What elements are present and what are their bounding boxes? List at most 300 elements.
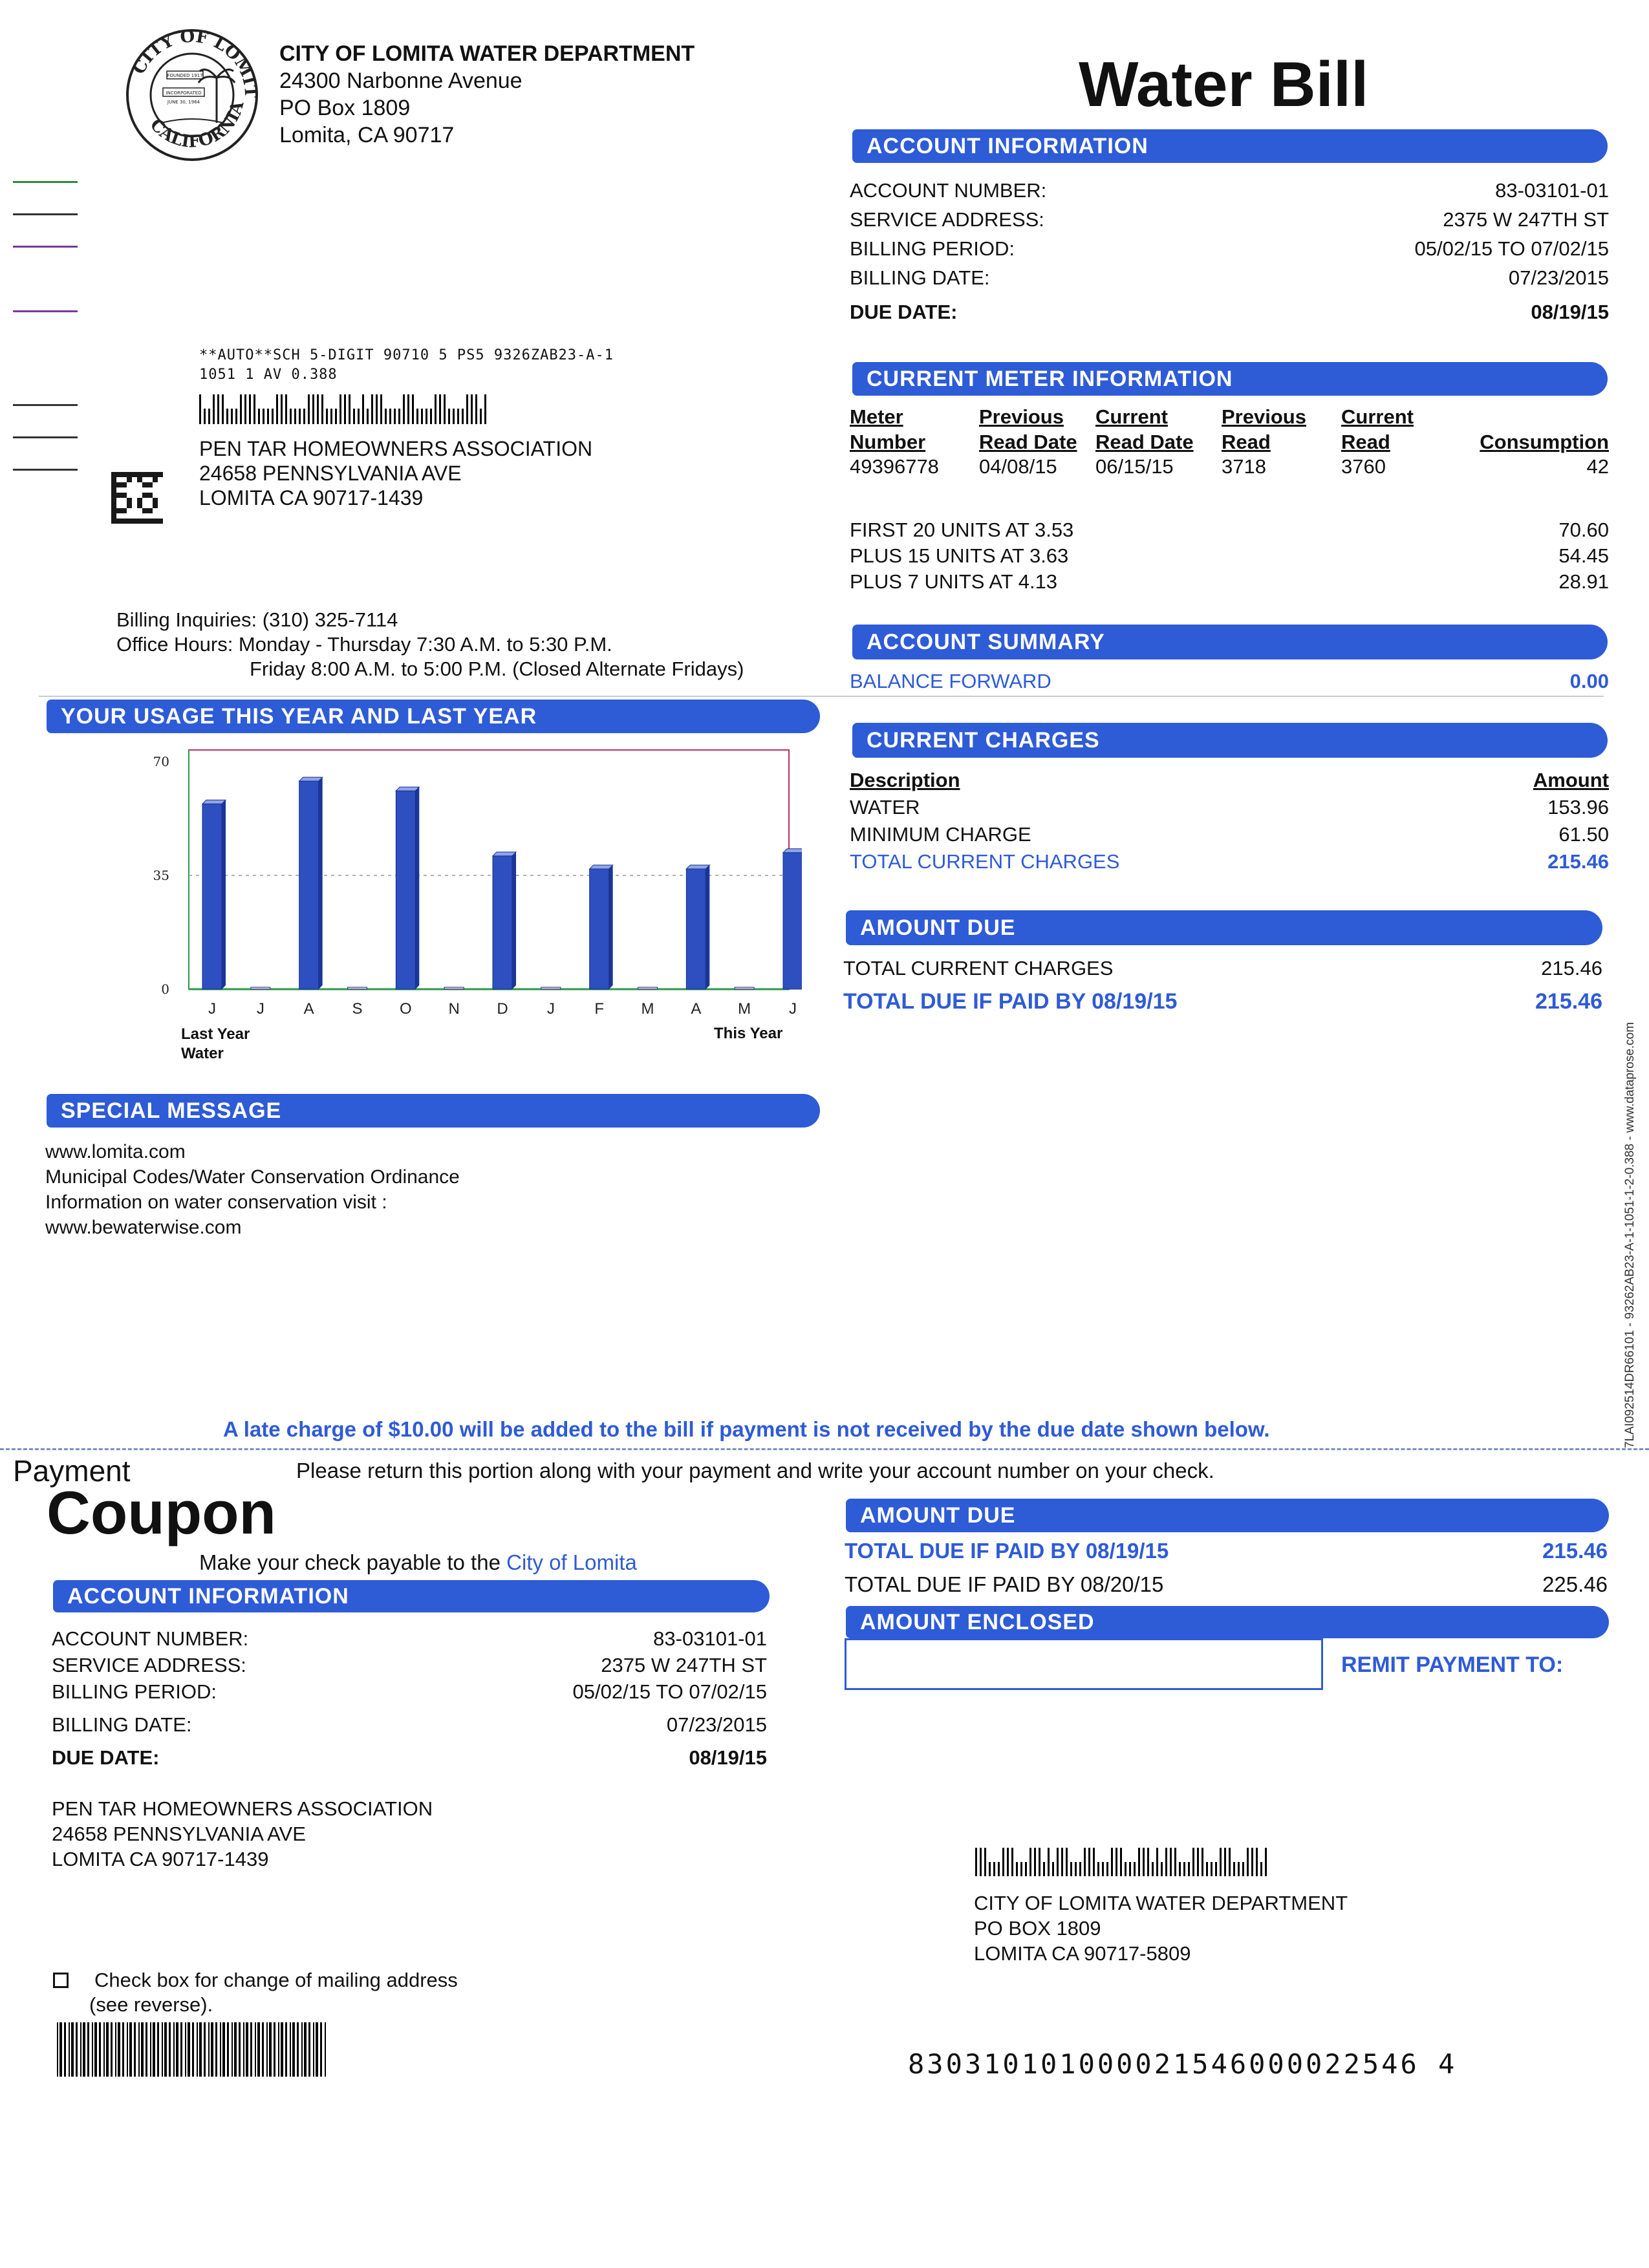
barcode-bar [330,409,332,424]
barcode-bar [308,2022,310,2077]
meter-col-prev-date: Previous Read Date [979,405,1077,453]
late-charge-notice: A late charge of $10.00 will be added to the bill if payment is not received by the due date shown below. [223,1417,1270,1441]
special-line: Information on water conservation visit : [45,1192,387,1213]
balance-forward-label: BALANCE FORWARD [850,670,1051,692]
barcode-bar [222,2022,225,2077]
barcode-bar [394,409,396,424]
barcode-bar [278,2022,279,2077]
coupon-due-date: 08/19/15 [689,1746,767,1769]
account-summary-heading: ACCOUNT SUMMARY [852,625,1608,659]
chart-x-tick-label: A [303,1000,314,1018]
barcode-bar [1229,1848,1231,1876]
chart-bar [444,987,464,989]
barcode-bar [222,394,224,424]
svg-text:JUNE 30, 1964: JUNE 30, 1964 [167,100,200,105]
tier-row: FIRST 20 UNITS AT 3.53 70.60 [850,519,1609,541]
this-year-label: This Year [714,1025,783,1042]
barcode-bar [281,394,283,424]
barcode-bar [220,2022,221,2077]
barcode-bar [106,2022,109,2077]
barcode-bar [80,2022,81,2077]
barcode-bar [244,394,246,424]
barcode-bar [1039,1848,1040,1876]
barcode-bar [1025,1862,1027,1876]
remit-label: REMIT PAYMENT TO: [1341,1653,1564,1677]
barcode-bar [466,394,468,424]
barcode-bar [227,2022,229,2077]
barcode-bar [272,409,274,424]
mail-sort-line-1: **AUTO**SCH 5-DIGIT 90710 5 PS5 9326ZAB23-A-1 [199,347,614,363]
barcode-bar [321,394,323,424]
margin-mark [13,213,78,215]
chart-bar [493,852,516,989]
barcode-bar [204,409,206,424]
barcode-bar [213,394,215,424]
barcode-bar [1048,1848,1050,1876]
chart-bar [686,865,709,989]
barcode-bar [64,2022,66,2077]
chart-x-tick-label: M [641,1000,654,1018]
barcode-bar [1211,1862,1212,1876]
dept-address-2: PO Box 1809 [279,96,411,120]
chart-bar [251,987,270,989]
side-print-code: 7LAI092514DR66101 - 93262AB23-A-1-1051-1-2-0.388 - www.dataprose.com [1623,1022,1637,1448]
svg-text:FOUNDED 1917: FOUNDED 1917 [167,73,203,78]
recipient-name: PEN TAR HOMEOWNERS ASSOCIATION [199,437,593,460]
barcode-bar [1057,1848,1059,1876]
barcode-bar [103,2022,105,2077]
meter-number: 49396778 [850,455,939,478]
barcode-bar [162,2022,163,2077]
tear-line [0,1448,1649,1450]
charges-col-desc: Description [850,769,960,791]
qr-code [111,472,163,524]
coupon-account-panel: ACCOUNT NUMBER: 83-03101-01 SERVICE ADDRESS: 2375 W 247TH ST BILLING PERIOD: 05/02/15 TO 07/02/15 BILLING DATE: 07/23/2015 DUE DATE: 08/19/15 [52,1625,767,1771]
tier-row: PLUS 15 UNITS AT 3.63 54.45 [850,544,1609,567]
mail-sort-line-2: 1051 1 AV 0.388 [199,367,338,383]
barcode-bar [231,409,233,424]
special-message-body [45,1139,460,1240]
barcode-bar [317,394,319,424]
coupon-account-heading: ACCOUNT INFORMATION [53,1580,770,1612]
barcode-bar [138,2022,140,2077]
chart-y-tick-label: 0 [161,981,169,997]
amount-enclosed-input[interactable] [845,1638,1323,1690]
amount-due-total-row: TOTAL DUE IF PAID BY 08/19/15 215.46 [843,989,1602,1014]
barcode-bar [92,2022,93,2077]
barcode-bar [358,409,360,424]
barcode-bar [127,2022,128,2077]
coupon-due-2-row: TOTAL DUE IF PAID BY 08/20/15 225.46 [845,1572,1608,1596]
dept-address-3: Lomita, CA 90717 [279,123,455,147]
barcode-bar [1183,1862,1185,1876]
barcode-bar [185,2022,186,2077]
barcode-bar [1052,1862,1054,1876]
charges-total-row: TOTAL CURRENT CHARGES 215.46 [850,850,1609,873]
barcode-bar [308,394,310,424]
barcode-bar [199,394,201,424]
barcode-bar [344,394,346,424]
barcode-bar [276,394,278,424]
account-number-label: ACCOUNT NUMBER: [850,179,1047,202]
barcode-bar [416,409,418,424]
current-charges-heading: CURRENT CHARGES [852,723,1608,758]
barcode-bar [253,394,255,424]
cur-read: 3760 [1341,455,1386,478]
barcode-bar [215,2022,217,2077]
chart-bar [638,987,658,989]
coupon-service-address: 2375 W 247TH ST [601,1654,767,1676]
barcode-bar [1147,1848,1149,1876]
coupon-billing-period: 05/02/15 TO 07/02/15 [572,1680,767,1703]
barcode-bar [1088,1848,1090,1876]
barcode-bar [439,394,441,424]
meter-table [850,405,1609,478]
barcode-bar [975,1848,977,1876]
barcode-bar [1093,1848,1095,1876]
barcode-bar [457,409,459,424]
margin-mark [13,181,78,183]
svg-text:INCORPORATED: INCORPORATED [166,91,202,96]
barcode-bar [376,394,378,424]
barcode-bar [266,2022,268,2077]
barcode-bar [1120,1848,1122,1876]
coupon-title-2: Coupon [47,1479,276,1546]
barcode-bar [262,2022,264,2077]
barcode-bar [180,2022,182,2077]
barcode-bar [208,2022,210,2077]
cur-read-date: 06/15/15 [1095,455,1174,478]
coupon-amount-due-heading: AMOUNT DUE [846,1499,1609,1532]
barcode-bar [304,2022,307,2077]
barcode-bar [1061,1848,1063,1876]
tier-list [850,517,1609,595]
prev-read-date: 04/08/15 [979,455,1057,478]
barcode-bar [475,394,477,424]
barcode-bar [1075,1862,1077,1876]
barcode-bar [235,409,237,424]
barcode-bar [87,2022,89,2077]
service-address-label: SERVICE ADDRESS: [850,208,1044,231]
balance-forward-row [850,670,1609,693]
barcode-bar [208,409,210,424]
barcode-bar [83,2022,85,2077]
barcode-bar [353,409,355,424]
barcode-bar [257,2022,260,2077]
barcode-bar [263,409,264,424]
charges-panel [850,767,1609,875]
charges-col-amount: Amount [1533,769,1609,791]
barcode-bar [169,2022,171,2077]
barcode-bar [1138,1848,1140,1876]
payable-to: City of Lomita [506,1550,637,1574]
barcode-bar [59,2022,62,2077]
coupon-barcode [57,2022,327,2077]
barcode-bar [421,409,423,424]
last-year-water-label: Water [181,1045,224,1062]
barcode-bar [285,2022,287,2077]
barcode-bar [1143,1848,1145,1876]
meter-col-cur-read: Current Read [1341,405,1414,453]
barcode-bar [1260,1862,1262,1876]
chart-y-tick-label: 35 [153,868,169,883]
chart-x-tick-label: F [594,1000,605,1018]
barcode-bar [274,2022,275,2077]
barcode-bar [1161,1862,1163,1876]
barcode-bar [243,2022,244,2077]
barcode-bar [57,2022,58,2077]
billing-date-label: BILLING DATE: [850,266,990,289]
payable-line: Make your check payable to the City of Lomita [199,1550,637,1574]
meter-col-consumption: Consumption [1480,430,1609,453]
barcode-bar [267,409,269,424]
barcode-bar [1034,1848,1036,1876]
coupon-account-number: 83-03101-01 [653,1627,767,1650]
special-line[interactable]: www.lomita.com [45,1141,186,1162]
barcode-bar [292,2022,295,2077]
prev-read: 3718 [1222,455,1266,478]
barcode-bar [1125,1862,1126,1876]
barcode-bar [448,409,450,424]
barcode-bar [471,394,473,424]
address-change-checkbox[interactable] [53,1973,69,1988]
barcode-bar [385,409,387,424]
barcode-bar [316,2022,318,2077]
barcode-bar [303,409,305,424]
charge-row: MINIMUM CHARGE 61.50 [850,823,1609,846]
last-year-label: Last Year [181,1025,250,1043]
barcode-bar [320,2022,322,2077]
consumption: 42 [1586,455,1609,478]
barcode-bar [1134,1862,1136,1876]
address-change [53,1968,458,2017]
barcode-bar [1097,1862,1099,1876]
barcode-bar [1106,1862,1108,1876]
barcode-bar [111,2022,113,2077]
barcode-bar [239,2022,241,2077]
barcode-bar [993,1862,995,1876]
office-hours-1: Office Hours: Monday - Thursday 7:30 A.M. to 5:30 P.M. [116,633,612,656]
barcode-bar [313,2022,314,2077]
barcode-bar [1256,1848,1258,1876]
barcode-bar [269,2022,272,2077]
barcode-bar [69,2022,70,2077]
chart-x-tick-label: M [738,1000,751,1018]
chart-x-tick-label: A [691,1000,702,1018]
barcode-bar [1206,1862,1208,1876]
barcode-bar [176,2022,178,2077]
special-line: Municipal Codes/Water Conservation Ordinance [45,1166,460,1188]
barcode-bar [380,394,382,424]
barcode-bar [129,2022,132,2077]
barcode-bar [188,2022,190,2077]
due-date-label: DUE DATE: [850,301,958,323]
barcode-bar [199,2022,202,2077]
barcode-bar [234,2022,237,2077]
barcode-bar [255,2022,256,2077]
barcode-bar [76,2022,78,2077]
fold-line [39,696,1604,697]
billing-inquiries: Billing Inquiries: (310) 325-7114 [116,608,398,631]
barcode-bar [1029,1848,1031,1876]
service-address: 2375 W 247TH ST [1443,208,1609,231]
barcode-bar [1192,1848,1194,1876]
chart-x-tick-label: J [546,1000,555,1018]
barcode-bar [998,1862,1000,1876]
office-hours-2: Friday 8:00 A.M. to 5:00 P.M. (Closed Alternate Fridays) [250,658,744,680]
barcode-bar [435,394,436,424]
barcode-bar [204,2022,206,2077]
barcode-bar [1020,1862,1022,1876]
barcode-bar [1116,1848,1117,1876]
meter-col-prev-read: Previous Read [1222,405,1306,453]
barcode-bar [1011,1848,1013,1876]
barcode-bar [453,409,455,424]
barcode-bar [1220,1848,1222,1876]
barcode-bar [1016,1862,1018,1876]
remit-postal-barcode [975,1848,1269,1878]
barcode-bar [299,409,301,424]
barcode-bar [294,409,296,424]
special-line[interactable]: www.bewaterwise.com [45,1217,242,1238]
address-change-note: (see reverse). [89,1993,213,2016]
barcode-bar [1102,1862,1104,1876]
margin-mark [13,246,78,248]
meter-info-heading: CURRENT METER INFORMATION [852,362,1608,396]
barcode-bar [297,2022,299,2077]
dept-address-1: 24300 Narbonne Avenue [279,69,523,93]
charge-row: WATER 153.96 [850,796,1609,818]
billing-date: 07/23/2015 [1508,266,1609,289]
barcode-bar [326,409,328,424]
barcode-bar [258,409,260,424]
tier-row: PLUS 7 UNITS AT 4.13 28.91 [850,570,1609,593]
ocr-scan-line: 830310101000021546000022546 4 [908,2048,1458,2080]
city-seal [123,26,262,165]
barcode-bar [285,394,287,424]
barcode-bar [146,2022,147,2077]
chart-x-tick-label: J [789,1000,797,1018]
barcode-bar [1170,1848,1172,1876]
barcode-bar [1179,1862,1181,1876]
dept-name: CITY OF LOMITA WATER DEPARTMENT [279,41,695,66]
barcode-bar [1197,1848,1199,1876]
barcode-bar [153,2022,155,2077]
meter-row [850,455,1609,478]
barcode-bar [1247,1848,1249,1876]
amount-due-current-row: TOTAL CURRENT CHARGES 215.46 [843,957,1602,979]
barcode-bar [339,394,341,424]
barcode-bar [141,2022,144,2077]
barcode-bar [407,394,409,424]
barcode-bar [1165,1848,1167,1876]
barcode-bar [134,2022,136,2077]
barcode-bar [984,1848,986,1876]
barcode-bar [1002,1848,1004,1876]
chart-bar [590,865,613,989]
barcode-bar [290,2022,291,2077]
barcode-bar [430,409,432,424]
barcode-bar [1238,1862,1240,1876]
chart-x-tick-label: J [256,1000,264,1018]
barcode-bar [462,409,464,424]
barcode-bar [197,2022,198,2077]
chart-x-tick-label: S [352,1000,363,1018]
chart-bar [299,777,323,989]
barcode-bar [1084,1848,1086,1876]
barcode-bar [1174,1848,1176,1876]
barcode-bar [94,2022,97,2077]
barcode-bar [1152,1862,1154,1876]
barcode-bar [290,409,292,424]
chart-bar [396,787,419,989]
barcode-bar [1202,1848,1203,1876]
barcode-bar [71,2022,74,2077]
barcode-bar [173,2022,175,2077]
barcode-bar [115,2022,116,2077]
barcode-bar [1215,1862,1217,1876]
barcode-bar [371,394,373,424]
svg-text:CALIFORNIA: CALIFORNIA [146,99,248,152]
barcode-bar [240,394,242,424]
barcode-bar [484,394,486,424]
margin-mark [13,469,78,471]
account-info-heading: ACCOUNT INFORMATION [852,129,1608,163]
barcode-bar [480,409,482,424]
barcode-bar [1233,1862,1235,1876]
barcode-bar [211,2022,213,2077]
barcode-bar [412,394,414,424]
document-title: Water Bill [1079,48,1369,120]
amount-enclosed-heading: AMOUNT ENCLOSED [846,1606,1609,1638]
barcode-bar [1265,1848,1267,1876]
meter-col-cur-date: Current Read Date [1095,405,1194,453]
remit-address: CITY OF LOMITA WATER DEPARTMENT PO BOX 1809 LOMITA CA 90717-5809 [974,1892,1348,1965]
barcode-bar [312,394,314,424]
barcode-bar [1188,1862,1190,1876]
barcode-bar [301,2022,303,2077]
chart-bar [735,987,754,989]
barcode-bar [250,2022,252,2077]
barcode-bar [444,394,446,424]
barcode-bar [1079,1862,1081,1876]
billing-period-label: BILLING PERIOD: [850,237,1015,260]
barcode-bar [150,2022,151,2077]
barcode-bar [1066,1848,1068,1876]
barcode-bar [232,2022,233,2077]
barcode-bar [226,409,228,424]
chart-bar [541,987,561,989]
barcode-bar [1111,1848,1113,1876]
svg-text:CITY OF LOMITA: CITY OF LOMIT [129,27,261,98]
barcode-bar [325,2022,326,2077]
margin-mark [13,404,78,406]
chart-x-tick-label: N [448,1000,460,1018]
usage-heading: YOUR USAGE THIS YEAR AND LAST YEAR [47,700,820,733]
due-date: 08/19/15 [1531,301,1609,323]
margin-mark [13,436,78,438]
barcode-bar [164,2022,167,2077]
barcode-bar [367,409,369,424]
barcode-bar [157,2022,159,2077]
barcode-bar [389,409,391,424]
meter-col-number: Meter Number [850,405,926,453]
barcode-bar [1224,1848,1226,1876]
barcode-bar [335,409,337,424]
coupon-billing-date: 07/23/2015 [666,1713,767,1736]
barcode-bar [1070,1862,1072,1876]
chart-x-tick-label: J [208,1000,216,1018]
